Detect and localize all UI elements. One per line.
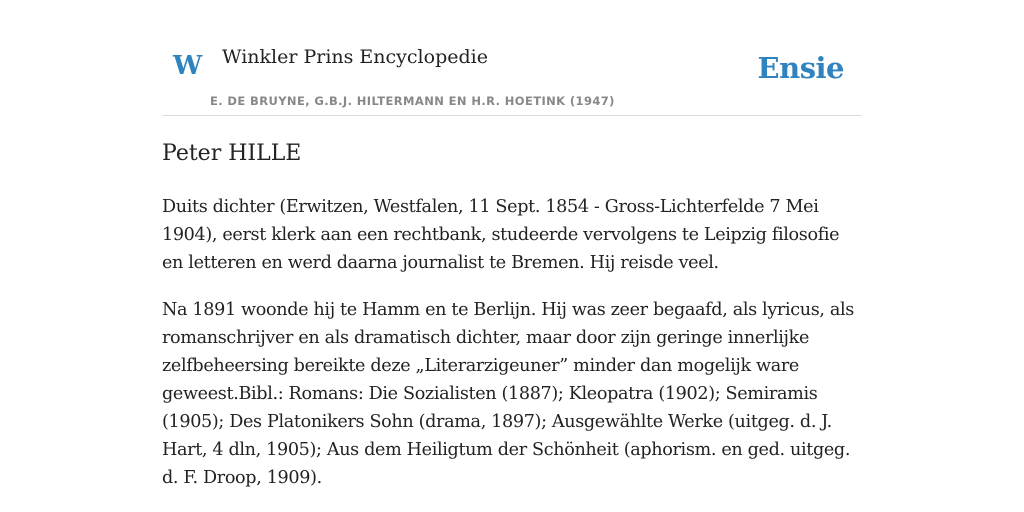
article-title: Peter HILLE bbox=[162, 141, 302, 166]
winkler-prins-logo-icon[interactable]: W bbox=[173, 51, 203, 81]
article-paragraph-2: Na 1891 woonde hij te Hamm en te Berlijn. Hij was zeer begaafd, als lyricus, als romanschrijver en als dramatisch dichter, maar door zijn geringe innerlijke zelfbeheersing bereikte deze „Literarzigeuner” minder dan mogelijk ware geweest.Bibl.: Romans: Die Sozialisten (1887); Kleopatra (1902); Semiramis (1905); Des Platonikers Sohn (drama, 1897); Ausgewählte Werke (uitgeg. d. J. Hart, 4 dln, 1905); Aus dem Heiligtum der Schönheit (aphorism. en ged. uitgeg. d. F. Droop, 1909). bbox=[162, 300, 854, 488]
encyclopedia-header bbox=[162, 40, 862, 116]
encyclopedia-authors: E. DE BRUYNE, G.B.J. HILTERMANN EN H.R. HOETINK (1947) bbox=[210, 94, 615, 108]
article-paragraph-1: Duits dichter (Erwitzen, Westfalen, 11 Sept. 1854 - Gross-Lichterfelde 7 Mei 1904), eerst klerk aan een rechtbank, studeerde vervolgens te Leipzig filosofie en letteren en werd daarna journalist te Bremen. Hij reisde veel. bbox=[162, 197, 840, 273]
ensie-logo-link[interactable]: Ensie bbox=[757, 51, 844, 85]
encyclopedia-title-link[interactable]: Winkler Prins Encyclopedie bbox=[222, 46, 488, 68]
article-body bbox=[162, 193, 864, 511]
